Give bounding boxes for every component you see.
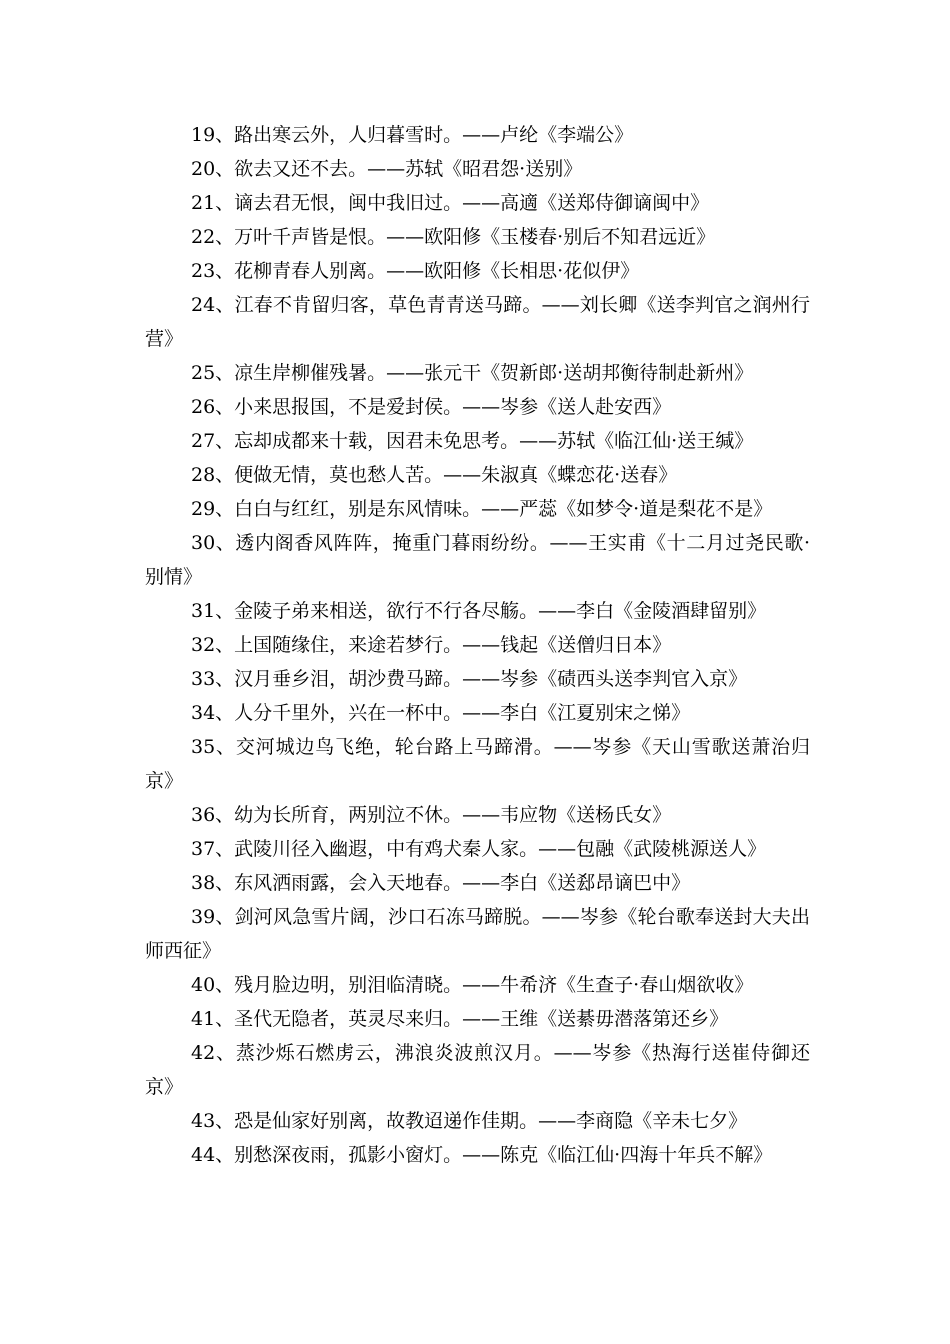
list-item-29: 29、白白与红红，别是东风情味。——严蕊《如梦令·道是梨花不是》	[191, 498, 773, 520]
list-item-24: 24、江春不肯留归客，草色青青送马蹄。——刘长卿《送李判官之润州行营》	[145, 294, 810, 350]
list-item-21: 21、谪去君无恨，闽中我旧过。——高適《送郑侍御谪闽中》	[191, 192, 710, 214]
list-item-39: 39、剑河风急雪片阔，沙口石冻马蹄脱。——岑参《轮台歌奉送封大夫出师西征》	[145, 906, 810, 962]
list-item-27: 27、忘却成都来十载，因君未免思考。——苏轼《临江仙·送王缄》	[191, 430, 754, 452]
list-item-43: 43、恐是仙家好别离，故教迢递作佳期。——李商隐《辛未七夕》	[191, 1110, 748, 1132]
list-item-30: 30、透内阁香风阵阵，掩重门暮雨纷纷。——王实甫《十二月过尧民歌·别情》	[145, 532, 810, 588]
list-item-34: 34、人分千里外，兴在一杯中。——李白《江夏别宋之悌》	[191, 702, 691, 724]
list-item-37: 37、武陵川径入幽遐，中有鸡犬秦人家。——包融《武陵桃源送人》	[191, 838, 767, 860]
list-item-40: 40、残月脸边明，别泪临清晓。——牛希济《生查子·春山烟欲收》	[191, 974, 754, 996]
list-item-26: 26、小来思报国，不是爱封侯。——岑参《送人赴安西》	[191, 396, 672, 418]
list-item-32: 32、上国随缘住，来途若梦行。——钱起《送僧归日本》	[191, 634, 672, 656]
list-item-25: 25、凉生岸柳催残暑。——张元干《贺新郎·送胡邦衡待制赴新州》	[191, 362, 754, 384]
list-item-35: 35、交河城边鸟飞绝，轮台路上马蹄滑。——岑参《天山雪歌送萧治归京》	[145, 736, 810, 792]
list-item-38: 38、东风洒雨露，会入天地春。——李白《送郄昂谪巴中》	[191, 872, 691, 894]
list-item-42: 42、蒸沙烁石燃虏云，沸浪炎波煎汉月。——岑参《热海行送崔侍御还京》	[145, 1042, 810, 1098]
list-item-33: 33、汉月垂乡泪，胡沙费马蹄。——岑参《碛西头送李判官入京》	[191, 668, 748, 690]
list-item-23: 23、花柳青春人别离。——欧阳修《长相思·花似伊》	[191, 260, 640, 282]
list-item-22: 22、万叶千声皆是恨。——欧阳修《玉楼春·别后不知君远近》	[191, 226, 716, 248]
document-body	[145, 118, 810, 1172]
list-item-31: 31、金陵子弟来相送，欲行不行各尽觞。——李白《金陵酒肆留别》	[191, 600, 767, 622]
list-item-41: 41、圣代无隐者，英灵尽来归。——王维《送綦毋潜落第还乡》	[191, 1008, 729, 1030]
list-item-20: 20、欲去又还不去。——苏轼《昭君怨·送别》	[191, 158, 583, 180]
list-item-28: 28、便做无情，莫也愁人苦。——朱淑真《蝶恋花·送春》	[191, 464, 678, 486]
list-item-36: 36、幼为长所育，两别泣不休。——韦应物《送杨氏女》	[191, 804, 672, 826]
list-item-19: 19、路出寒云外，人归暮雪时。——卢纶《李端公》	[191, 124, 634, 146]
list-item-44: 44、别愁深夜雨，孤影小窗灯。——陈克《临江仙·四海十年兵不解》	[191, 1144, 773, 1166]
